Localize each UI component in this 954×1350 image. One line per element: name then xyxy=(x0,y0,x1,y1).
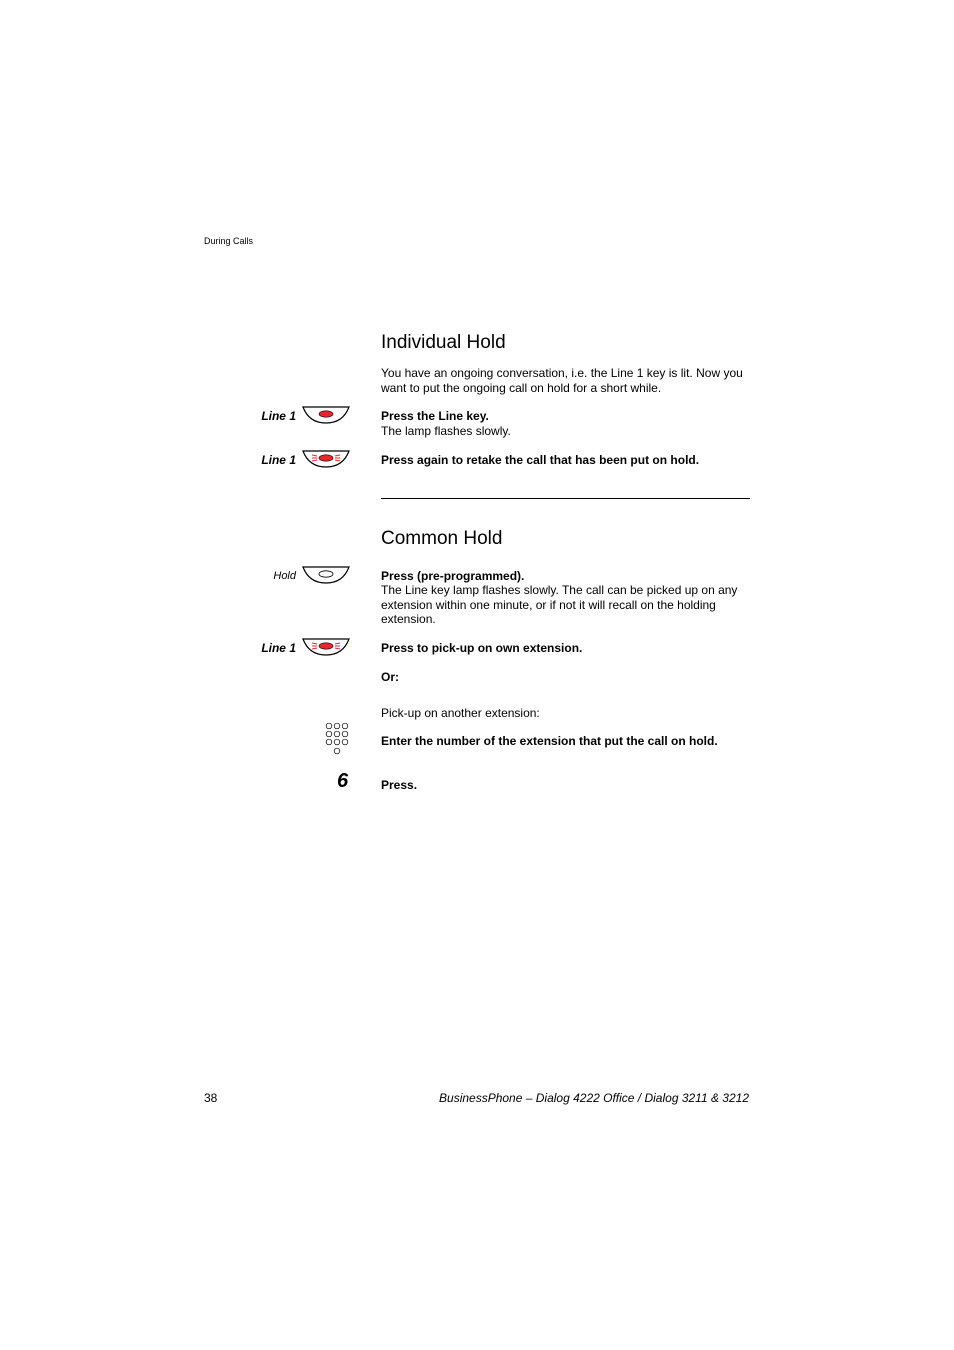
note-lamp-flashes: The lamp flashes slowly. xyxy=(381,424,511,438)
line1-key-label: Line 1 xyxy=(261,409,296,423)
section-title-individual-hold: Individual Hold xyxy=(381,332,506,353)
instruction-press-again: Press again to retake the call that has been put on hold. xyxy=(381,453,700,467)
section-title-common-hold: Common Hold xyxy=(381,528,503,549)
line1-key-label: Line 1 xyxy=(261,641,296,655)
instruction-pickup-own: Press to pick-up on own extension. xyxy=(381,641,583,655)
line-key-flashing-icon[interactable] xyxy=(302,637,350,657)
running-header: During Calls xyxy=(204,236,254,246)
instruction-press-line-key: Press the Line key. xyxy=(381,409,489,423)
line-key-flashing-icon[interactable] xyxy=(302,449,350,469)
instruction-enter-number: Enter the number of the extension that put the call on hold. xyxy=(381,734,718,748)
page-number: 38 xyxy=(204,1091,218,1105)
individual-hold-intro: You have an ongoing conversation, i.e. the Line 1 key is lit. Now you want to put the ongoing call on hold for a short while. xyxy=(381,366,743,395)
keypad-icon[interactable] xyxy=(325,722,351,756)
alt-intro: Pick-up on another extension: xyxy=(381,706,540,720)
footer-title: BusinessPhone – Dialog 4222 Office / Dialog 3211 & 3212 xyxy=(439,1091,749,1105)
hold-key-label: Hold xyxy=(273,570,296,582)
instruction-press: Press. xyxy=(381,778,418,792)
digit-6-key[interactable]: 6 xyxy=(337,770,349,792)
line1-key-label: Line 1 xyxy=(261,453,296,467)
section-divider xyxy=(381,498,750,499)
note-common-hold: The Line key lamp flashes slowly. The call can be picked up on any extension within one minute, or if not it will recall on the holding extension. xyxy=(381,583,738,626)
or-label: Or: xyxy=(381,670,399,684)
line-key-lit-icon[interactable] xyxy=(302,405,350,425)
instruction-press-preprogrammed: Press (pre-programmed). xyxy=(381,569,525,583)
hold-key-icon[interactable] xyxy=(302,565,350,585)
